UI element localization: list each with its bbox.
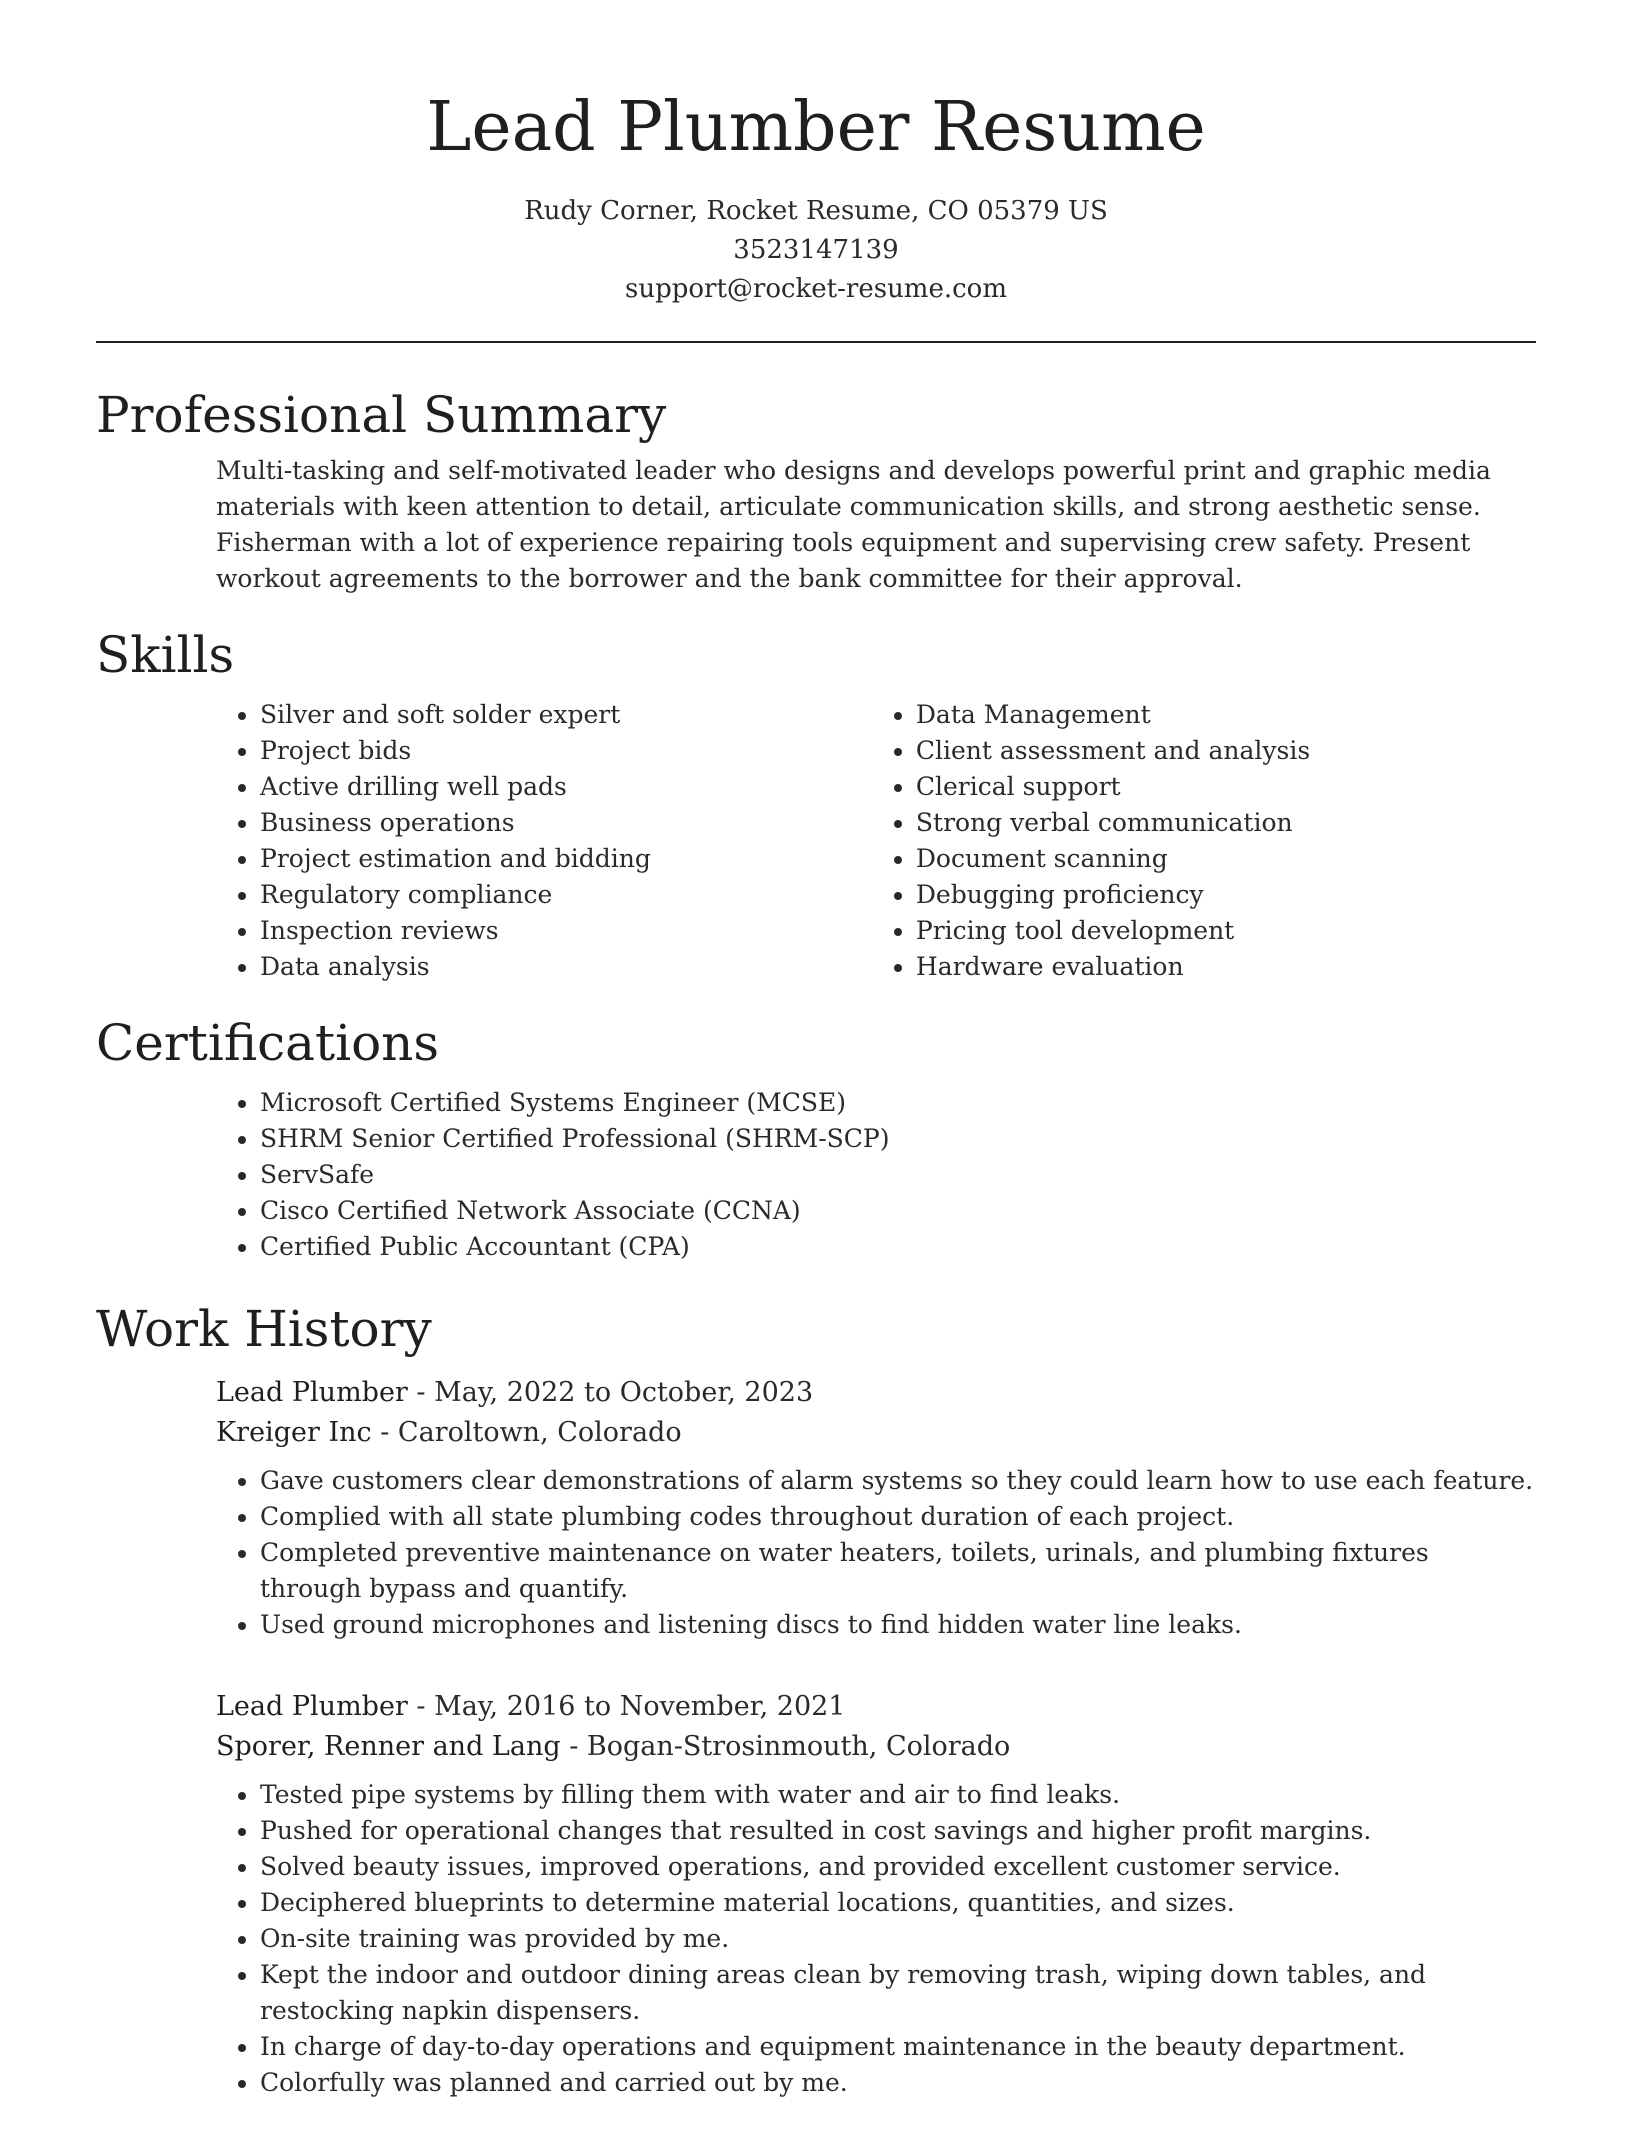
job-company: Kreiger Inc <box>216 1417 372 1448</box>
summary-heading: Professional Summary <box>96 386 667 444</box>
job-entry <box>216 1373 1536 1643</box>
skill-item: • Project estimation and bidding <box>260 841 904 877</box>
skill-item: • Active drilling well pads <box>260 769 904 805</box>
job-company: Sporer, Renner and Lang <box>216 1731 561 1762</box>
skill-item: • Inspection reviews <box>260 913 904 949</box>
skills-columns <box>96 697 1536 985</box>
contact-phone: 3523147139 <box>733 235 899 265</box>
skill-item: • Strong verbal communication <box>916 805 1536 841</box>
skills-section <box>96 625 1536 985</box>
job-bullet: • Complied with all state plumbing codes throughout duration of each project. <box>260 1499 1536 1535</box>
job-bullets <box>216 1463 1536 1643</box>
job-bullet: • Used ground microphones and listening discs to find hidden water line leaks. <box>260 1607 1536 1643</box>
job-bullet: • On-site training was provided by me. <box>260 1921 1536 1957</box>
skill-item: • Debugging proficiency <box>916 877 1536 913</box>
contact-block <box>0 192 1632 309</box>
skill-item: • Pricing tool development <box>916 913 1536 949</box>
page-title: Lead Plumber Resume <box>426 88 1206 167</box>
job-title-line <box>216 1373 1536 1413</box>
job-bullet: • Completed preventive maintenance on water heaters, toilets, urinals, and plumbing fixtures through bypass and quantify. <box>260 1535 1536 1607</box>
certification-item: • Microsoft Certified Systems Engineer (MCSE) <box>260 1085 1536 1121</box>
resume-body <box>96 385 1536 2145</box>
contact-address: Rudy Corner, Rocket Resume, CO 05379 US <box>524 196 1108 226</box>
skill-item: • Hardware evaluation <box>916 949 1536 985</box>
skills-list-left <box>96 697 904 985</box>
skill-item: • Data analysis <box>260 949 904 985</box>
job-location: - Caroltown, Colorado <box>371 1417 682 1448</box>
job-bullet: • Solved beauty issues, improved operations, and provided excellent customer service. <box>260 1849 1536 1885</box>
skill-item: • Data Management <box>916 697 1536 733</box>
job-bullet: • Gave customers clear demonstrations of alarm systems so they could learn how to use each feature. <box>260 1463 1536 1499</box>
skill-item: • Regulatory compliance <box>260 877 904 913</box>
job-company-line <box>216 1727 1536 1767</box>
header-divider <box>96 341 1536 343</box>
skill-item: • Silver and soft solder expert <box>260 697 904 733</box>
skill-item: • Document scanning <box>916 841 1536 877</box>
certification-item: • Certified Public Accountant (CPA) <box>260 1229 1536 1265</box>
job-title-line <box>216 1687 1536 1727</box>
job-location: - Bogan-Strosinmouth, Colorado <box>560 1731 1011 1762</box>
skill-item: • Project bids <box>260 733 904 769</box>
skill-item: • Business operations <box>260 805 904 841</box>
work-history-section <box>96 1299 1536 2101</box>
job-bullets <box>216 1777 1536 2101</box>
job-title: Lead Plumber <box>216 1377 408 1408</box>
job-dates: - May, 2016 to November, 2021 <box>407 1691 846 1722</box>
certifications-heading: Certifications <box>96 1014 440 1072</box>
job-dates: - May, 2022 to October, 2023 <box>407 1377 814 1408</box>
job-bullet: • Kept the indoor and outdoor dining areas clean by removing trash, wiping down tables, and restocking napkin dispensers. <box>260 1957 1536 2029</box>
contact-email: support@rocket-resume.com <box>624 274 1007 304</box>
job-bullet: • Tested pipe systems by filling them with water and air to find leaks. <box>260 1777 1536 1813</box>
job-bullet: • Pushed for operational changes that resulted in cost savings and higher profit margins. <box>260 1813 1536 1849</box>
skills-list-right <box>890 697 1536 985</box>
job-title: Lead Plumber <box>216 1691 408 1722</box>
job-bullet: • In charge of day-to-day operations and equipment maintenance in the beauty department. <box>260 2029 1536 2065</box>
certification-item: • SHRM Senior Certified Professional (SHRM-SCP) <box>260 1121 1536 1157</box>
summary-text: Multi-tasking and self-motivated leader who designs and develops powerful print and graphic media materials with keen attention to detail, articulate communication skills, and strong aesthetic sense. Fisherman with a lot of experience repairing tools equipment and supervising crew safety. Present workout agreements to the borrower and the bank committee for their approval. <box>216 456 1491 593</box>
skill-item: • Client assessment and analysis <box>916 733 1536 769</box>
skills-heading: Skills <box>96 626 235 684</box>
job-entry <box>216 1687 1536 2101</box>
job-company-line <box>216 1413 1536 1453</box>
job-bullet: • Colorfully was planned and carried out by me. <box>260 2065 1536 2101</box>
certifications-list <box>96 1085 1536 1265</box>
resume-header <box>0 88 1632 309</box>
skill-item: • Clerical support <box>916 769 1536 805</box>
certifications-section <box>96 1013 1536 1265</box>
certification-item: • ServSafe <box>260 1157 1536 1193</box>
certification-item: • Cisco Certified Network Associate (CCNA) <box>260 1193 1536 1229</box>
summary-section <box>96 385 1536 597</box>
job-bullet: • Deciphered blueprints to determine material locations, quantities, and sizes. <box>260 1885 1536 1921</box>
work-history-heading: Work History <box>96 1300 432 1358</box>
